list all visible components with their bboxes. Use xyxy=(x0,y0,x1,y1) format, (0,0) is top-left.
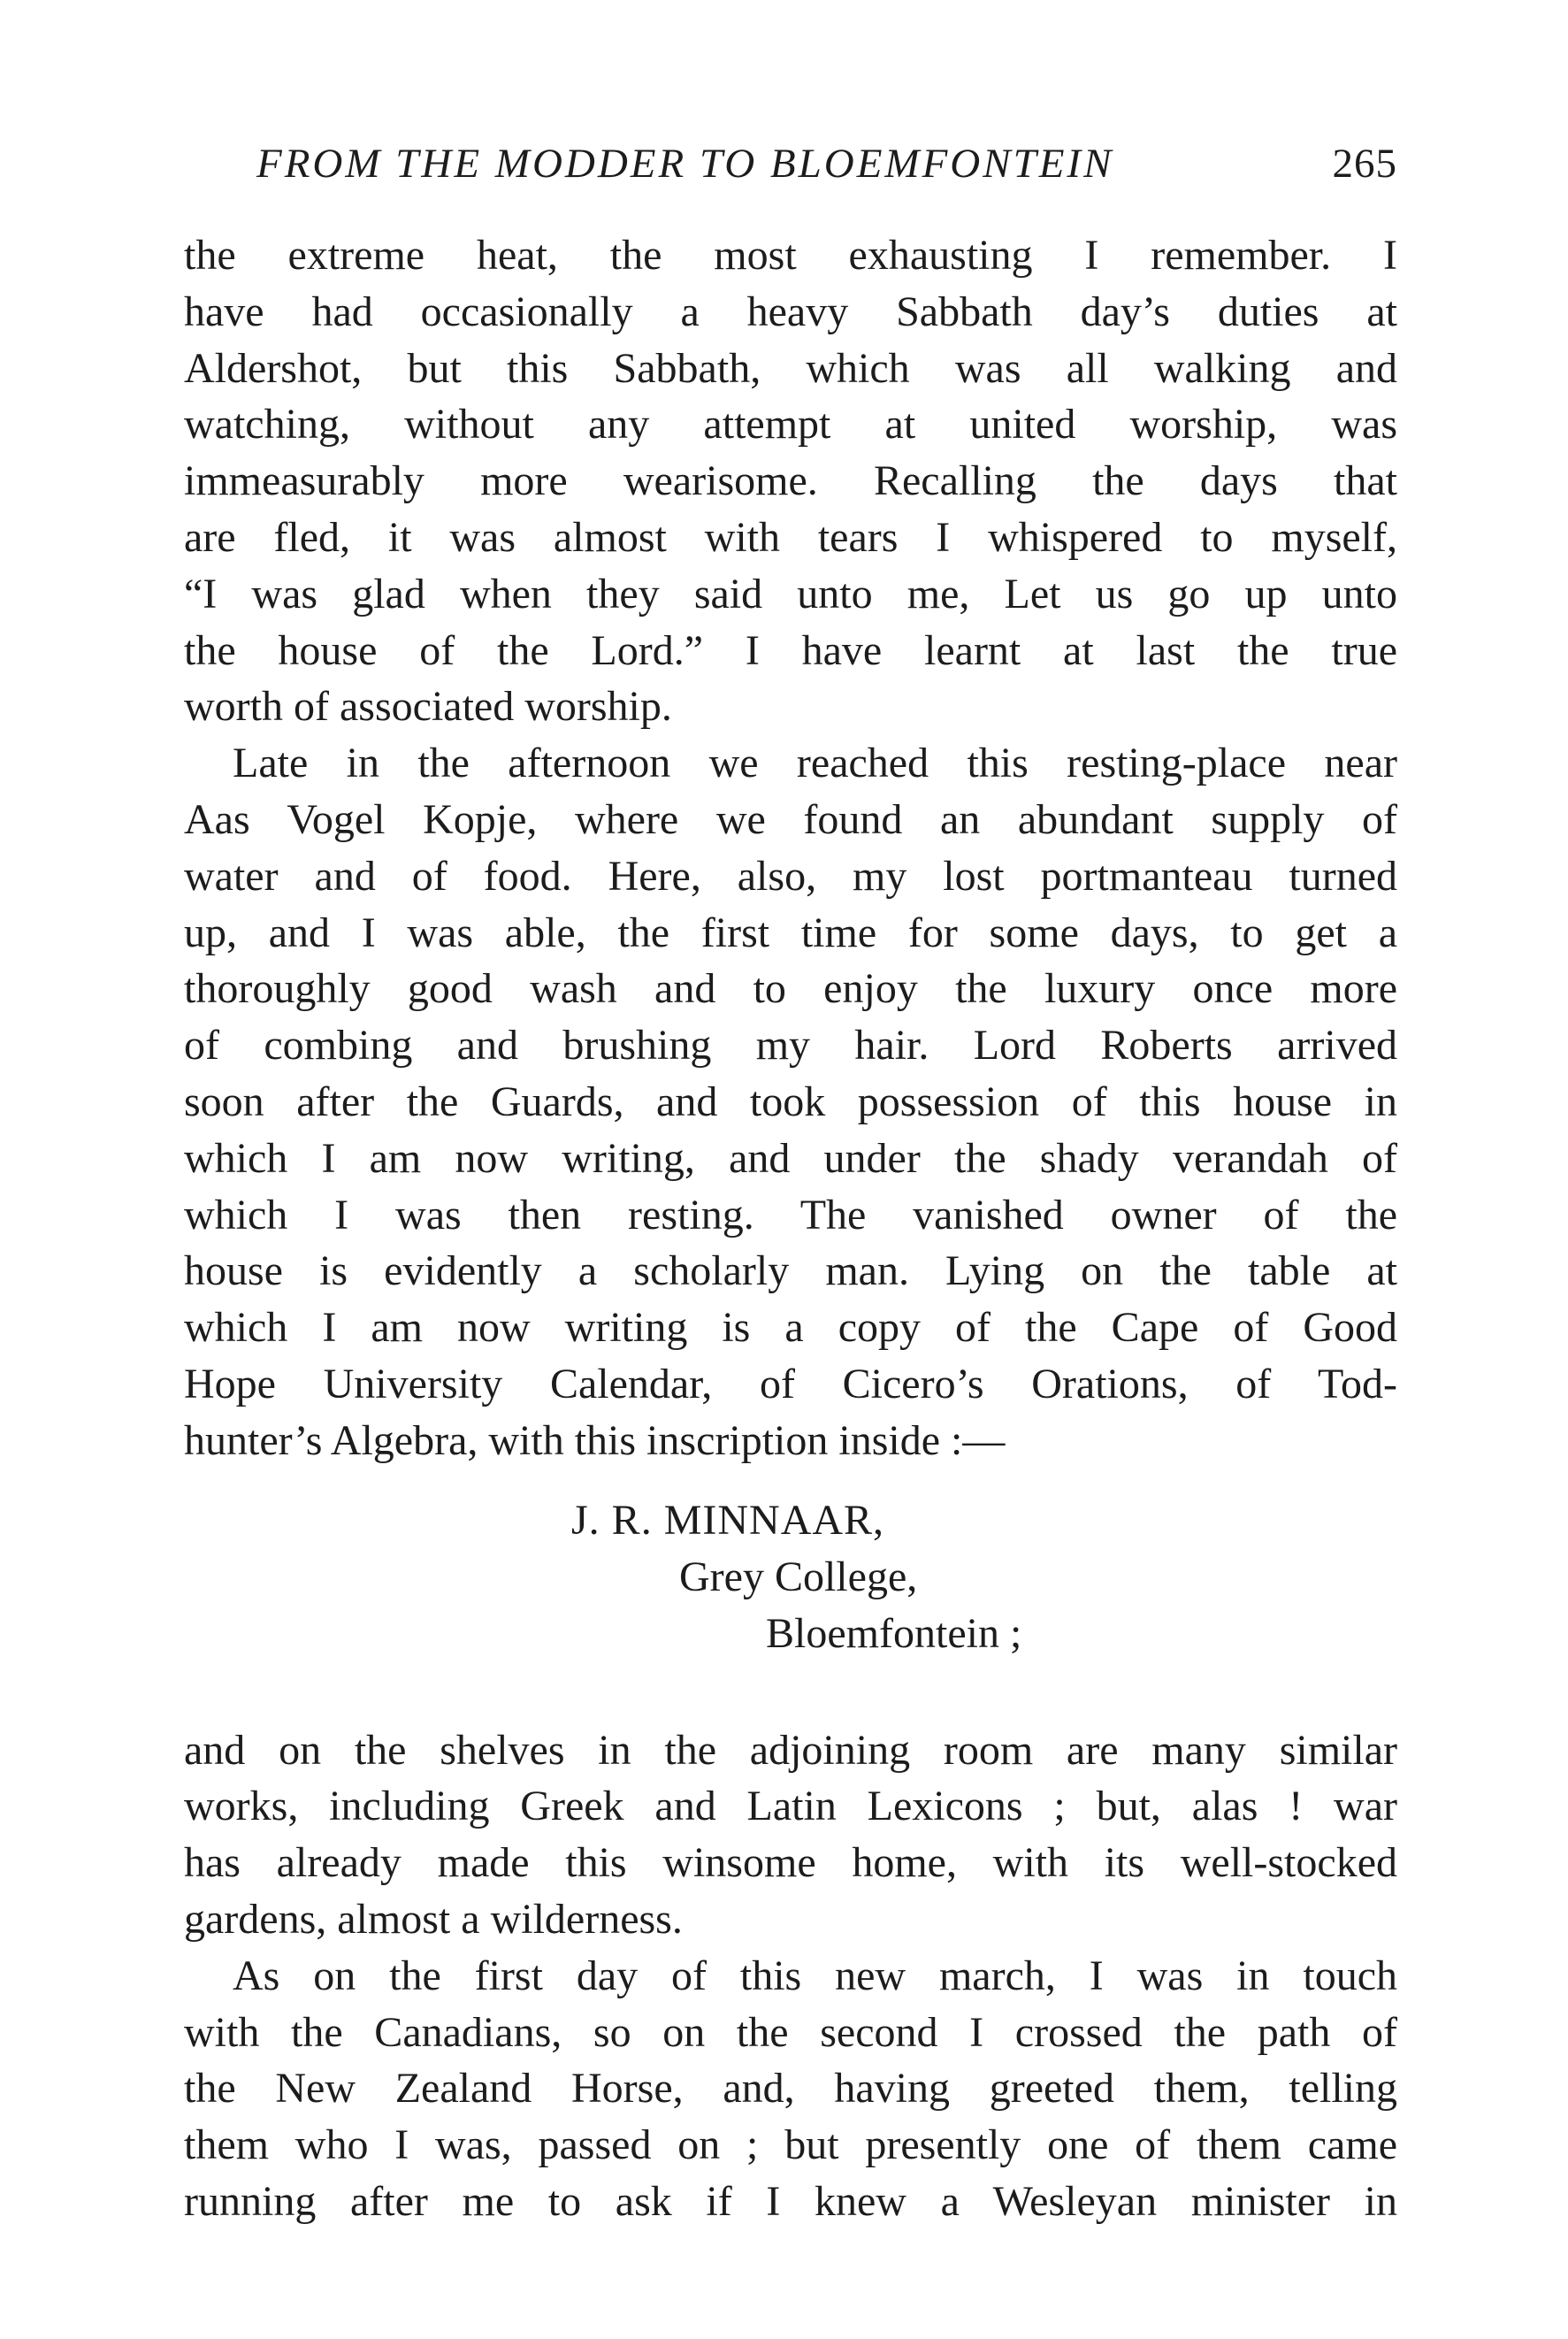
text-line: and on the shelves in the adjoining room are many similar xyxy=(184,1726,1397,1774)
text-line: Aas Vogel Kopje, where we found an abundant supply of xyxy=(184,795,1397,843)
inscription xyxy=(184,1482,1397,1722)
text-line: “I was glad when they said unto me, Let us go up unto xyxy=(184,570,1397,617)
text-line: has already made this winsome home, with its well-stocked xyxy=(184,1839,1397,1887)
text-line: which I am now writing, and under the shady verandah of xyxy=(184,1134,1397,1182)
text-line: running after me to ask if I knew a Wesleyan minister in xyxy=(184,2177,1397,2225)
inscription-college: Grey College, xyxy=(679,1553,918,1600)
text-line: As on the first day of this new march, I was in touch xyxy=(233,1952,1397,1999)
text-line: gardens, almost a wilderness. xyxy=(184,1895,683,1943)
body-text xyxy=(184,227,1397,2230)
text-line: water and of food. Here, also, my lost portmanteau turned xyxy=(184,852,1397,900)
paragraph-2 xyxy=(184,735,1397,1469)
text-line: which I was then resting. The vanished owner of the xyxy=(184,1191,1397,1239)
running-title: FROM THE MODDER TO BLOEMFONTEIN xyxy=(256,141,1114,187)
text-line: Hope University Calendar, of Cicero’s Orations, of Tod- xyxy=(184,1360,1397,1407)
text-line: thoroughly good wash and to enjoy the luxury once more xyxy=(184,965,1397,1013)
text-line: worth of associated worship. xyxy=(184,683,672,731)
text-line: works, including Greek and Latin Lexicons ; but, alas ! war xyxy=(184,1783,1397,1830)
text-line: Aldershot, but this Sabbath, which was all walking and xyxy=(184,344,1397,392)
paragraph-4 xyxy=(184,1948,1397,2230)
text-line: have had occasionally a heavy Sabbath day’s duties at xyxy=(184,288,1397,335)
text-line: are fled, it was almost with tears I whispered to myself, xyxy=(184,513,1397,561)
text-line: immeasurably more wearisome. Recalling the days that xyxy=(184,457,1397,505)
text-line: Late in the afternoon we reached this resting-place near xyxy=(233,740,1397,787)
text-line: hunter’s Algebra, with this inscription inside :— xyxy=(184,1416,1006,1464)
paragraph-1 xyxy=(184,227,1397,735)
running-head xyxy=(184,133,1397,195)
text-line: the house of the Lord.” I have learnt at last the true xyxy=(184,626,1397,674)
inscription-city: Bloemfontein ; xyxy=(766,1609,1022,1657)
text-line: watching, without any attempt at united worship, was xyxy=(184,401,1397,449)
text-line: house is evidently a scholarly man. Lying on the table at xyxy=(184,1247,1397,1295)
text-line: of combing and brushing my hair. Lord Roberts arrived xyxy=(184,1022,1397,1070)
text-line: the extreme heat, the most exhausting I remember. I xyxy=(184,232,1397,279)
text-line: up, and I was able, the first time for some days, to get a xyxy=(184,909,1397,956)
page-number: 265 xyxy=(1332,141,1397,187)
paragraph-3 xyxy=(184,1722,1397,1948)
inscription-name: J. R. MINNAAR, xyxy=(571,1496,885,1544)
text-line: soon after the Guards, and took possession of this house in xyxy=(184,1077,1397,1125)
text-line: which I am now writing is a copy of the Cape of Good xyxy=(184,1304,1397,1352)
text-line: the New Zealand Horse, and, having greeted them, telling xyxy=(184,2065,1397,2113)
text-line: with the Canadians, so on the second I crossed the path of xyxy=(184,2008,1397,2056)
text-line: them who I was, passed on ; but presently one of them came xyxy=(184,2121,1397,2169)
